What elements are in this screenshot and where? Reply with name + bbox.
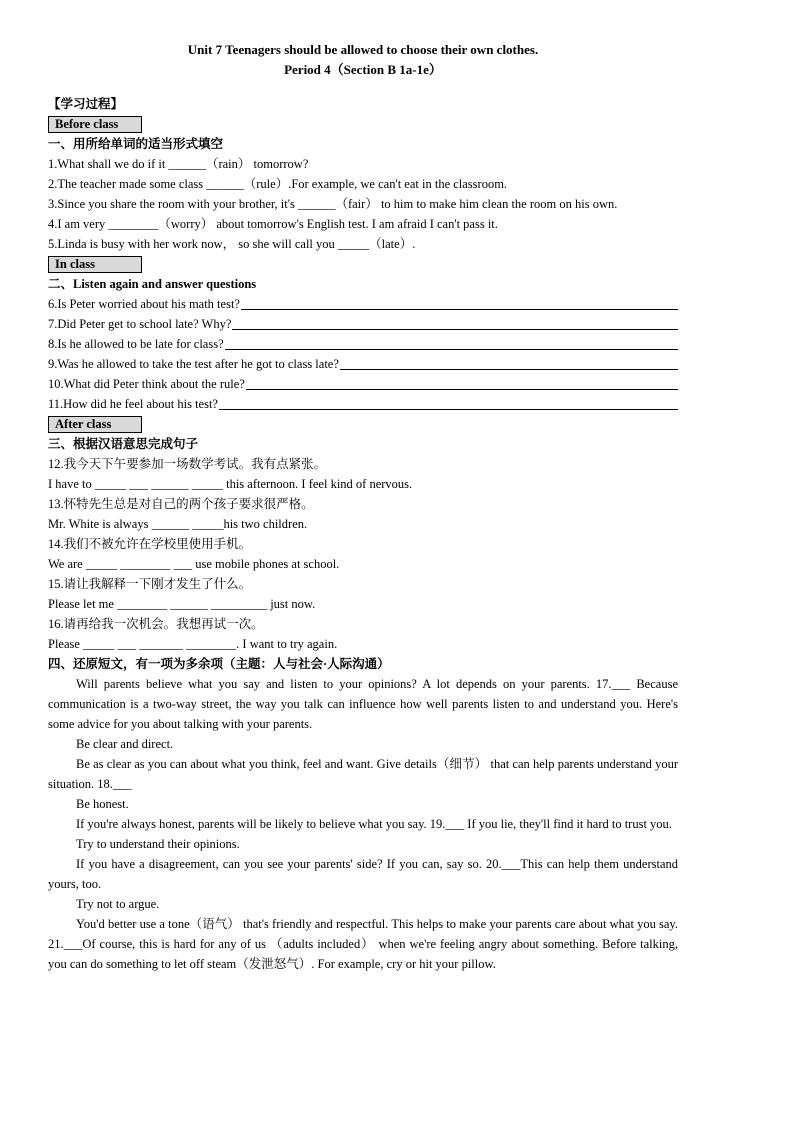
exercise-item: 3.Since you share the room with your brother, it's ______（fair） to him to make him clean the room on his own. [48, 197, 618, 211]
process-label: 【学习过程】 [48, 97, 124, 111]
answer-line[interactable] [340, 354, 678, 370]
question-row [48, 334, 678, 354]
passage-paragraph: Be as clear as you can about what you think, feel and want. Give details（细节） that can help parents understand your situation. 18.___ [48, 757, 678, 791]
question-row [48, 394, 678, 414]
question-text: 9.Was he allowed to take the test after he got to class late? [48, 357, 339, 371]
period-title: Period 4（Section B 1a-1e） [284, 62, 442, 77]
english-sentence: Please let me ________ ______ _________ just now. [48, 597, 316, 611]
unit-title: Unit 7 Teenagers should be allowed to choose their own clothes. [187, 42, 539, 57]
chinese-prompt: 15.请让我解释一下刚才发生了什么。 [48, 577, 252, 591]
exercise-item: 5.Linda is busy with her work now， so she will call you _____（late）. [48, 237, 416, 251]
question-text: 10.What did Peter think about the rule? [48, 377, 245, 391]
passage-heading: Be honest. [76, 797, 129, 811]
exercise-item: 1.What shall we do if it ______（rain） tomorrow? [48, 157, 309, 171]
chinese-prompt: 16.请再给我一次机会。我想再试一次。 [48, 617, 264, 631]
answer-line[interactable] [241, 294, 678, 310]
answer-line[interactable] [219, 394, 678, 410]
question-row [48, 294, 678, 314]
chinese-prompt: 13.怀特先生总是对自己的两个孩子要求很严格。 [48, 497, 314, 511]
question-row [48, 354, 678, 374]
section-3-title: 三、根据汉语意思完成句子 [48, 437, 199, 451]
section-2-title: 二、Listen again and answer questions [48, 277, 257, 291]
passage-paragraph: You'd better use a tone（语气） that's friendly and respectful. This helps to make your parents care about what you say. 21.___Of course, this is hard for any of us （adults included） when we're feeling angry about something. Before talking, you can do something to let off steam（发泄怒气）. For example, cry or hit your pillow. [48, 917, 678, 971]
question-text: 11.How did he feel about his test? [48, 397, 218, 411]
question-row [48, 374, 678, 394]
passage-paragraph: If you're always honest, parents will be likely to believe what you say. 19.___ If you lie, they'll find it hard to trust you. [76, 817, 672, 831]
question-row [48, 314, 678, 334]
passage-heading: Try not to argue. [76, 897, 160, 911]
after-class-label: After class [48, 416, 142, 433]
chinese-prompt: 12.我今天下午要参加一场数学考试。我有点紧张。 [48, 457, 327, 471]
english-sentence: Mr. White is always ______ _____his two children. [48, 517, 308, 531]
before-class-label: Before class [48, 116, 142, 133]
passage-paragraph: If you have a disagreement, can you see your parents' side? If you can, say so. 20.___This can help them understand yours, too. [48, 857, 678, 891]
exercise-item: 2.The teacher made some class ______（rule）.For example, we can't eat in the classroom. [48, 177, 508, 191]
english-sentence: We are _____ ________ ___ use mobile phones at school. [48, 557, 340, 571]
answer-line[interactable] [225, 334, 678, 350]
in-class-label: In class [48, 256, 142, 273]
section-4-title: 四、还原短文，有一项为多余项（主题：人与社会·人际沟通） [48, 657, 390, 671]
question-text: 6.Is Peter worried about his math test? [48, 297, 240, 311]
passage-paragraph: Will parents believe what you say and listen to your opinions? A lot depends on your parents. 17.___ Because communication is a two-way street, the way you talk can influence how well parents listen to and understand you. Here's some advice for you about talking with your parents. [48, 677, 678, 731]
passage-heading: Try to understand their opinions. [76, 837, 240, 851]
answer-line[interactable] [246, 374, 678, 390]
passage-heading: Be clear and direct. [76, 737, 174, 751]
worksheet-page [48, 40, 678, 974]
section-1-title: 一、用所给单词的适当形式填空 [48, 137, 224, 151]
question-text: 7.Did Peter get to school late? Why? [48, 317, 232, 331]
english-sentence: Please _____ ___ _______ ________. I want to try again. [48, 637, 338, 651]
chinese-prompt: 14.我们不被允许在学校里使用手机。 [48, 537, 252, 551]
question-text: 8.Is he allowed to be late for class? [48, 337, 224, 351]
exercise-item: 4.I am very ________（worry） about tomorrow's English test. I am afraid I can't pass it. [48, 217, 498, 231]
english-sentence: I have to _____ ___ ______ _____ this afternoon. I feel kind of nervous. [48, 477, 413, 491]
answer-line[interactable] [232, 314, 678, 330]
